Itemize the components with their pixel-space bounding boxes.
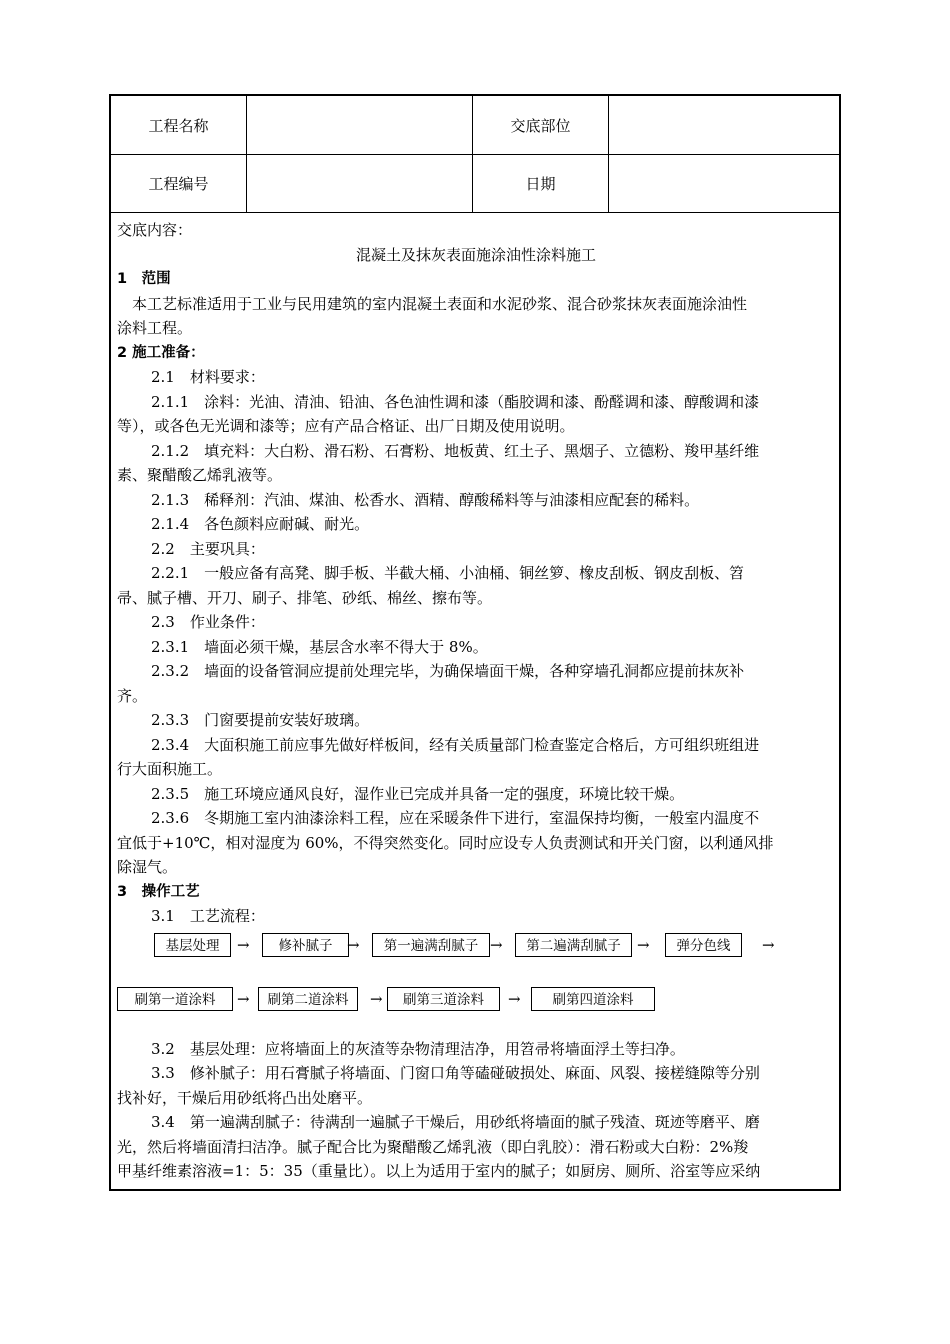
content-line: 本工艺标准适用于工业与民用建筑的室内混凝土表面和水泥砂浆、混合砂浆抹灰表面施涂油性 bbox=[117, 294, 748, 313]
content-intro: 交底内容： bbox=[117, 221, 193, 239]
content-line: 2.3.1 墙面必须干燥，基层含水率不得大于 8%。 bbox=[151, 637, 488, 656]
flow-step: 基层处理 bbox=[154, 933, 231, 957]
project-name-value[interactable] bbox=[247, 96, 472, 154]
flow-arrow-icon: → bbox=[237, 989, 250, 1008]
content-line: 2.3.6 冬期施工室内油漆涂料工程，应在采暖条件下进行，室温保持均衡，一般室内温度不 bbox=[151, 809, 760, 827]
flow-arrow-icon: → bbox=[490, 935, 503, 954]
location-value[interactable] bbox=[609, 96, 839, 154]
flow-step: 修补腻子 bbox=[262, 933, 349, 957]
content-line: 素、聚醋酸乙烯乳液等。 bbox=[117, 466, 283, 484]
content-lines bbox=[117, 267, 835, 929]
content-line: 2.1.3 稀释剂：汽油、煤油、松香水、酒精、醇酸稀料等与油漆相应配套的稀料。 bbox=[151, 490, 700, 509]
project-name-label: 工程名称 bbox=[148, 116, 209, 135]
content-line: 2.2.1 一般应备有高凳、脚手板、半截大桶、小油桶、铜丝箩、橡皮刮板、钢皮刮板、笤 bbox=[151, 564, 745, 582]
flow-arrow-icon: → bbox=[508, 989, 521, 1008]
flow-step: 第一遍满刮腻子 bbox=[372, 933, 490, 957]
flow-step: 刷第二道涂料 bbox=[258, 987, 358, 1011]
content-line: 2.1 材料要求： bbox=[151, 368, 265, 386]
content-line: 2.3 作业条件： bbox=[151, 613, 265, 631]
content-line: 2.1.1 涂料：光油、清油、铅油、各色油性调和漆（酯胶调和漆、酚醛调和漆、醇酸调和漆 bbox=[151, 392, 760, 411]
content-line: 光，然后将墙面清扫洁净。腻子配合比为聚醋酸乙烯乳液（即白乳胶）：滑石粉或大白粉：2%羧 bbox=[117, 1137, 749, 1156]
project-no-value[interactable] bbox=[247, 154, 472, 212]
content-line: 找补好，干燥后用砂纸将凸出处磨平。 bbox=[117, 1088, 373, 1107]
header-row-1 bbox=[111, 96, 839, 155]
flow-step: 刷第一道涂料 bbox=[117, 987, 233, 1011]
flow-arrow-icon: → bbox=[637, 935, 650, 954]
content-line: 宜低于+10℃，相对湿度为 60%，不得突然变化。同时应设专人负责测试和开关门窗，以利通风排 bbox=[117, 833, 774, 852]
flow-arrow-icon: → bbox=[762, 935, 775, 954]
content-line: 3 操作工艺 bbox=[117, 883, 200, 900]
content-line: 齐。 bbox=[117, 686, 148, 705]
content-line: 涂料工程。 bbox=[117, 319, 193, 337]
date-label: 日期 bbox=[525, 174, 556, 193]
content-line: 2.3.4 大面积施工前应事先做好样板间，经有关质量部门检查鉴定合格后，方可组织班组进 bbox=[151, 735, 760, 754]
content-line: 2 施工准备： bbox=[117, 344, 205, 361]
content-line: 等），或各色无光调和漆等；应有产品合格证、出厂日期及使用说明。 bbox=[117, 417, 575, 435]
content-line: 2.3.2 墙面的设备管洞应提前处理完毕，为确保墙面干燥，各种穿墙孔洞都应提前抹灰补 bbox=[151, 662, 745, 680]
content-line: 除湿气。 bbox=[117, 858, 178, 876]
location-label: 交底部位 bbox=[510, 116, 571, 135]
content-line: 帚、腻子槽、开刀、刷子、排笔、砂纸、棉丝、擦布等。 bbox=[117, 588, 493, 607]
content-line: 2.3.3 门窗要提前安装好玻璃。 bbox=[151, 711, 370, 729]
flow-step: 刷第三道涂料 bbox=[387, 987, 500, 1011]
process-flow bbox=[117, 929, 835, 1037]
divider bbox=[472, 96, 473, 212]
flow-step: 第二遍满刮腻子 bbox=[515, 933, 632, 957]
document-title: 混凝土及抹灰表面施涂油性涂料施工 bbox=[355, 245, 596, 264]
content-line: 2.3.5 施工环境应通风良好，湿作业已完成并具备一定的强度，环境比较干燥。 bbox=[151, 784, 685, 803]
disclosure-content bbox=[117, 218, 835, 1184]
flow-arrow-icon: → bbox=[347, 935, 360, 954]
project-no-label: 工程编号 bbox=[148, 174, 209, 193]
content-line: 行大面积施工。 bbox=[117, 760, 223, 778]
content-lines-continued bbox=[117, 1037, 835, 1184]
disclosure-form bbox=[109, 94, 841, 1191]
header-row-2 bbox=[111, 154, 839, 213]
content-line: 甲基纤维素溶液=1：5：35（重量比）。以上为适用于室内的腻子；如厨房、厕所、浴室等应采纳 bbox=[117, 1162, 761, 1180]
content-line: 2.1.2 填充料：大白粉、滑石粉、石膏粉、地板黄、红土子、黑烟子、立德粉、羧甲基纤维 bbox=[151, 441, 760, 460]
content-line: 2.1.4 各色颜料应耐碱、耐光。 bbox=[151, 515, 370, 533]
divider bbox=[246, 96, 247, 212]
content-line: 1 范围 bbox=[117, 271, 171, 287]
content-line: 3.2 基层处理：应将墙面上的灰渣等杂物清理洁净，用笤帚将墙面浮土等扫净。 bbox=[151, 1039, 685, 1058]
content-line: 2.2 主要巩具： bbox=[151, 539, 265, 558]
date-value[interactable] bbox=[609, 154, 839, 212]
flow-arrow-icon: → bbox=[370, 989, 383, 1008]
flow-step: 刷第四道涂料 bbox=[531, 987, 655, 1011]
divider bbox=[608, 96, 609, 212]
content-line: 3.3 修补腻子：用石膏腻子将墙面、门窗口角等磕碰破损处、麻面、风裂、接槎缝隙等分别 bbox=[151, 1064, 760, 1082]
flow-arrow-icon: → bbox=[237, 935, 250, 954]
content-line: 3.4 第一遍满刮腻子：待满刮一遍腻子干燥后，用砂纸将墙面的腻子残渣、斑迹等磨平、磨 bbox=[151, 1113, 760, 1131]
flow-step: 弹分色线 bbox=[665, 933, 742, 957]
content-line: 3.1 工艺流程： bbox=[151, 907, 265, 925]
